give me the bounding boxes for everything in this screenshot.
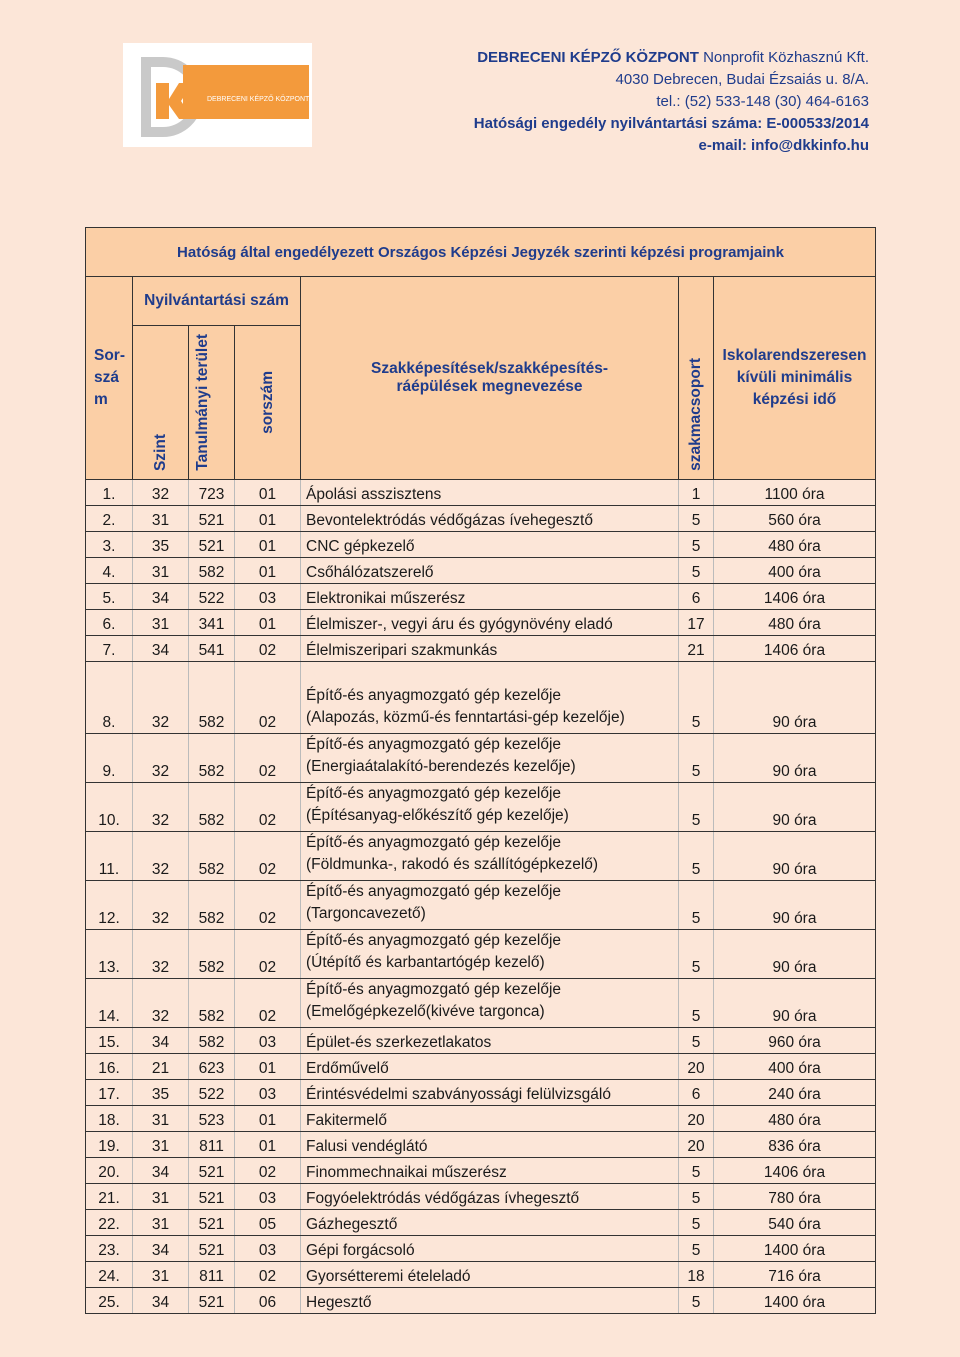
sorszam-cell: 02 — [235, 1261, 301, 1287]
sorszam-cell: 06 — [235, 1287, 301, 1313]
kepzesi-ido-cell: 480 óra — [714, 609, 876, 635]
szint-cell: 34 — [133, 635, 189, 661]
name-cell: Épület-és szerkezetlakatos — [301, 1027, 679, 1053]
table-row — [86, 531, 876, 557]
row-number: 24. — [86, 1261, 133, 1287]
terulet-cell: 582 — [189, 782, 235, 831]
name-cell: Falusi vendéglátó — [301, 1131, 679, 1157]
szakmacsoport-cell: 5 — [679, 557, 714, 583]
row-number: 25. — [86, 1287, 133, 1313]
kepzesi-ido-cell: 1406 óra — [714, 1157, 876, 1183]
sorszam-cell: 01 — [235, 479, 301, 505]
name-cell: Bevontelektródás védőgázas ívehegesztő — [301, 505, 679, 531]
terulet-cell: 623 — [189, 1053, 235, 1079]
szakmacsoport-cell: 6 — [679, 1079, 714, 1105]
row-number: 2. — [86, 505, 133, 531]
name-cell — [301, 929, 679, 978]
szint-cell: 32 — [133, 479, 189, 505]
row-number: 13. — [86, 929, 133, 978]
szakmacsoport-cell: 5 — [679, 1287, 714, 1313]
row-number: 6. — [86, 609, 133, 635]
row-number: 18. — [86, 1105, 133, 1131]
terulet-cell: 582 — [189, 880, 235, 929]
terulet-cell: 582 — [189, 929, 235, 978]
sorszam-cell: 03 — [235, 1235, 301, 1261]
logo-text: DEBRECENI KÉPZŐ KÖZPONT — [207, 96, 310, 103]
name-line-1: Építő-és anyagmozgató gép kezelője — [306, 784, 562, 802]
table-title: Hatóság által engedélyezett Országos Képzési Jegyzék szerinti képzési programjaink — [86, 228, 876, 277]
szint-cell: 32 — [133, 733, 189, 782]
kepzesi-ido-cell: 1406 óra — [714, 635, 876, 661]
kepzesi-ido-cell: 90 óra — [714, 978, 876, 1027]
name-line-1: Építő-és anyagmozgató gép kezelője — [306, 931, 562, 949]
table-row — [86, 1053, 876, 1079]
szint-cell: 21 — [133, 1053, 189, 1079]
name-cell: Ápolási asszisztens — [301, 479, 679, 505]
kepzesi-ido-cell: 836 óra — [714, 1131, 876, 1157]
sorszam-cell: 02 — [235, 661, 301, 733]
sorszam-cell: 02 — [235, 635, 301, 661]
name-line-1: Építő-és anyagmozgató gép kezelője — [306, 833, 562, 851]
row-number: 1. — [86, 479, 133, 505]
szint-cell: 34 — [133, 583, 189, 609]
terulet-cell: 521 — [189, 505, 235, 531]
header-sorszam: Sor-szá m — [86, 277, 133, 480]
name-cell: Élelmiszeripari szakmunkás — [301, 635, 679, 661]
sorszam-cell: 02 — [235, 782, 301, 831]
name-cell: Gépi forgácsoló — [301, 1235, 679, 1261]
kepzesi-ido-cell: 480 óra — [714, 531, 876, 557]
szakmacsoport-cell: 5 — [679, 880, 714, 929]
sorszam-cell: 02 — [235, 880, 301, 929]
sorszam-cell: 02 — [235, 1157, 301, 1183]
row-number: 23. — [86, 1235, 133, 1261]
table-row — [86, 831, 876, 880]
szakmacsoport-cell: 5 — [679, 782, 714, 831]
company-logo — [123, 43, 312, 147]
terulet-cell: 582 — [189, 557, 235, 583]
header-nyilvantartasi: Nyilvántartási szám — [133, 277, 301, 326]
name-cell: Gyorsétteremi ételeladó — [301, 1261, 679, 1287]
szint-cell: 31 — [133, 1105, 189, 1131]
header-sorszam2: sorszám — [235, 326, 301, 480]
terulet-cell: 582 — [189, 978, 235, 1027]
program-table — [85, 227, 876, 1314]
table-row — [86, 978, 876, 1027]
terulet-cell: 341 — [189, 609, 235, 635]
szint-cell: 34 — [133, 1235, 189, 1261]
szakmacsoport-cell: 5 — [679, 978, 714, 1027]
name-cell: Fakitermelő — [301, 1105, 679, 1131]
sorszam-cell: 02 — [235, 978, 301, 1027]
name-cell: Finommechnaikai műszerész — [301, 1157, 679, 1183]
szint-cell: 34 — [133, 1287, 189, 1313]
kepzesi-ido-cell: 780 óra — [714, 1183, 876, 1209]
terulet-cell: 522 — [189, 1079, 235, 1105]
szakmacsoport-cell: 21 — [679, 635, 714, 661]
terulet-cell: 521 — [189, 1209, 235, 1235]
table-row — [86, 557, 876, 583]
kepzesi-ido-cell: 90 óra — [714, 880, 876, 929]
name-line-2: (Földmunka-, rakodó és szállítógépkezelő) — [306, 855, 599, 873]
row-number: 20. — [86, 1157, 133, 1183]
name-cell — [301, 978, 679, 1027]
szint-cell: 34 — [133, 1157, 189, 1183]
name-cell: Csőhálózatszerelő — [301, 557, 679, 583]
kepzesi-ido-cell: 400 óra — [714, 557, 876, 583]
name-cell: Élelmiszer-, vegyi áru és gyógynövény eladó — [301, 609, 679, 635]
sorszam-cell: 03 — [235, 1027, 301, 1053]
szakmacsoport-cell: 5 — [679, 929, 714, 978]
szint-cell: 31 — [133, 557, 189, 583]
table-row — [86, 733, 876, 782]
name-line-2: (Alapozás, közmű-és fenntartási-gép kezelője) — [306, 708, 625, 726]
sorszam-cell: 02 — [235, 733, 301, 782]
table-row — [86, 1105, 876, 1131]
szakmacsoport-cell: 17 — [679, 609, 714, 635]
header-szakmacsoport: szakmacsoport — [679, 277, 714, 480]
terulet-cell: 541 — [189, 635, 235, 661]
table-row — [86, 1027, 876, 1053]
name-cell — [301, 782, 679, 831]
szint-cell: 34 — [133, 1027, 189, 1053]
szakmacsoport-cell: 5 — [679, 1183, 714, 1209]
kepzesi-ido-cell: 960 óra — [714, 1027, 876, 1053]
szint-cell: 31 — [133, 609, 189, 635]
sorszam-cell: 01 — [235, 505, 301, 531]
name-line-1: Építő-és anyagmozgató gép kezelője — [306, 980, 562, 998]
sorszam-cell: 05 — [235, 1209, 301, 1235]
kepzesi-ido-cell: 540 óra — [714, 1209, 876, 1235]
szakmacsoport-cell: 20 — [679, 1053, 714, 1079]
table-row — [86, 1209, 876, 1235]
szint-cell: 32 — [133, 782, 189, 831]
name-cell: Fogyóelektródás védőgázas ívhegesztő — [301, 1183, 679, 1209]
sorszam-cell: 02 — [235, 831, 301, 880]
sorszam-cell: 01 — [235, 1105, 301, 1131]
name-line-2: (Emelőgépkezelő(kivéve targonca) — [306, 1002, 545, 1020]
table-row — [86, 479, 876, 505]
name-cell: Érintésvédelmi szabványossági felülvizsgáló — [301, 1079, 679, 1105]
kepzesi-ido-cell: 90 óra — [714, 661, 876, 733]
row-number: 8. — [86, 661, 133, 733]
org-name-suffix: Nonprofit Közhasznú Kft. — [698, 49, 869, 66]
table-row — [86, 1287, 876, 1313]
szakmacsoport-cell: 5 — [679, 661, 714, 733]
name-cell — [301, 733, 679, 782]
header-tanulmanyi-terulet: Tanulmányi terület — [189, 326, 235, 480]
terulet-cell: 521 — [189, 1235, 235, 1261]
sorszam-cell: 02 — [235, 929, 301, 978]
row-number: 3. — [86, 531, 133, 557]
szakmacsoport-cell: 1 — [679, 479, 714, 505]
header-kepzesi-ido: Iskolarendszeresen kívüli minimális képzési idő — [714, 277, 876, 480]
table-row — [86, 1079, 876, 1105]
table-row — [86, 880, 876, 929]
org-tel: tel.: (52) 533-148 (30) 464-6163 — [656, 93, 869, 110]
name-line-2: (Energiaátalakító-berendezés kezelője) — [306, 757, 576, 775]
row-number: 4. — [86, 557, 133, 583]
terulet-cell: 521 — [189, 1157, 235, 1183]
name-cell: Gázhegesztő — [301, 1209, 679, 1235]
table-row — [86, 1183, 876, 1209]
szakmacsoport-cell: 20 — [679, 1131, 714, 1157]
terulet-cell: 521 — [189, 1287, 235, 1313]
org-license: Hatósági engedély nyilvántartási száma: E-000533/2014 — [473, 115, 869, 132]
table-row — [86, 635, 876, 661]
name-cell: CNC gépkezelő — [301, 531, 679, 557]
sorszam-cell: 01 — [235, 1131, 301, 1157]
kepzesi-ido-cell: 90 óra — [714, 831, 876, 880]
row-number: 7. — [86, 635, 133, 661]
szakmacsoport-cell: 5 — [679, 733, 714, 782]
szint-cell: 32 — [133, 929, 189, 978]
table-row — [86, 782, 876, 831]
kepzesi-ido-cell: 1406 óra — [714, 583, 876, 609]
szint-cell: 31 — [133, 1209, 189, 1235]
table-row — [86, 1157, 876, 1183]
terulet-cell: 811 — [189, 1131, 235, 1157]
terulet-cell: 582 — [189, 733, 235, 782]
row-number: 22. — [86, 1209, 133, 1235]
org-name: DEBRECENI KÉPZŐ KÖZPONT — [477, 49, 699, 66]
szakmacsoport-cell: 5 — [679, 831, 714, 880]
name-cell: Erdőművelő — [301, 1053, 679, 1079]
szint-cell: 32 — [133, 831, 189, 880]
terulet-cell: 521 — [189, 531, 235, 557]
row-number: 16. — [86, 1053, 133, 1079]
szakmacsoport-cell: 18 — [679, 1261, 714, 1287]
header-szint: Szint — [133, 326, 189, 480]
name-line-1: Építő-és anyagmozgató gép kezelője — [306, 735, 562, 753]
header-megnevezes: Szakképesítések/szakképesítés-ráépülések megnevezése — [301, 277, 679, 480]
terulet-cell: 582 — [189, 1027, 235, 1053]
row-number: 21. — [86, 1183, 133, 1209]
table-row — [86, 505, 876, 531]
table-row — [86, 583, 876, 609]
organization-info — [474, 47, 869, 157]
row-number: 5. — [86, 583, 133, 609]
szint-cell: 31 — [133, 1261, 189, 1287]
kepzesi-ido-cell: 1400 óra — [714, 1287, 876, 1313]
kepzesi-ido-cell: 1400 óra — [714, 1235, 876, 1261]
kepzesi-ido-cell: 90 óra — [714, 733, 876, 782]
kepzesi-ido-cell: 240 óra — [714, 1079, 876, 1105]
szakmacsoport-cell: 20 — [679, 1105, 714, 1131]
terulet-cell: 582 — [189, 661, 235, 733]
table-row — [86, 661, 876, 733]
table-row — [86, 1235, 876, 1261]
name-line-1: Építő-és anyagmozgató gép kezelője — [306, 686, 562, 704]
szint-cell: 31 — [133, 1183, 189, 1209]
szakmacsoport-cell: 5 — [679, 531, 714, 557]
name-cell — [301, 880, 679, 929]
szint-cell: 32 — [133, 661, 189, 733]
kepzesi-ido-cell: 90 óra — [714, 929, 876, 978]
row-number: 15. — [86, 1027, 133, 1053]
kepzesi-ido-cell: 716 óra — [714, 1261, 876, 1287]
sorszam-cell: 03 — [235, 1079, 301, 1105]
szint-cell: 31 — [133, 1131, 189, 1157]
name-cell — [301, 831, 679, 880]
row-number: 9. — [86, 733, 133, 782]
szakmacsoport-cell: 6 — [679, 583, 714, 609]
row-number: 17. — [86, 1079, 133, 1105]
org-email[interactable]: e-mail: info@dkkinfo.hu — [698, 137, 869, 154]
sorszam-cell: 01 — [235, 609, 301, 635]
terulet-cell: 521 — [189, 1183, 235, 1209]
terulet-cell: 523 — [189, 1105, 235, 1131]
table-row — [86, 929, 876, 978]
row-number: 12. — [86, 880, 133, 929]
terulet-cell: 723 — [189, 479, 235, 505]
table-row — [86, 1131, 876, 1157]
terulet-cell: 522 — [189, 583, 235, 609]
table-row — [86, 1261, 876, 1287]
szakmacsoport-cell: 5 — [679, 1027, 714, 1053]
name-cell: Elektronikai műszerész — [301, 583, 679, 609]
sorszam-cell: 03 — [235, 1183, 301, 1209]
table-row — [86, 609, 876, 635]
szakmacsoport-cell: 5 — [679, 1157, 714, 1183]
terulet-cell: 811 — [189, 1261, 235, 1287]
row-number: 19. — [86, 1131, 133, 1157]
row-number: 10. — [86, 782, 133, 831]
kepzesi-ido-cell: 90 óra — [714, 782, 876, 831]
sorszam-cell: 01 — [235, 557, 301, 583]
sorszam-cell: 01 — [235, 531, 301, 557]
szakmacsoport-cell: 5 — [679, 505, 714, 531]
szint-cell: 32 — [133, 978, 189, 1027]
szint-cell: 31 — [133, 505, 189, 531]
name-line-2: (Építésanyag-előkészítő gép kezelője) — [306, 806, 569, 824]
kepzesi-ido-cell: 400 óra — [714, 1053, 876, 1079]
szakmacsoport-cell: 5 — [679, 1209, 714, 1235]
sorszam-cell: 03 — [235, 583, 301, 609]
kepzesi-ido-cell: 1100 óra — [714, 479, 876, 505]
org-address: 4030 Debrecen, Budai Ézsaiás u. 8/A. — [615, 71, 869, 88]
name-line-2: (Targoncavezető) — [306, 904, 426, 922]
row-number: 14. — [86, 978, 133, 1027]
kepzesi-ido-cell: 480 óra — [714, 1105, 876, 1131]
name-cell: Hegesztő — [301, 1287, 679, 1313]
sorszam-cell: 01 — [235, 1053, 301, 1079]
szakmacsoport-cell: 5 — [679, 1235, 714, 1261]
name-line-2: (Útépítő és karbantartógép kezelő) — [306, 953, 545, 971]
row-number: 11. — [86, 831, 133, 880]
szint-cell: 32 — [133, 880, 189, 929]
name-line-1: Építő-és anyagmozgató gép kezelője — [306, 882, 562, 900]
kepzesi-ido-cell: 560 óra — [714, 505, 876, 531]
szint-cell: 35 — [133, 531, 189, 557]
name-cell — [301, 661, 679, 733]
szint-cell: 35 — [133, 1079, 189, 1105]
terulet-cell: 582 — [189, 831, 235, 880]
